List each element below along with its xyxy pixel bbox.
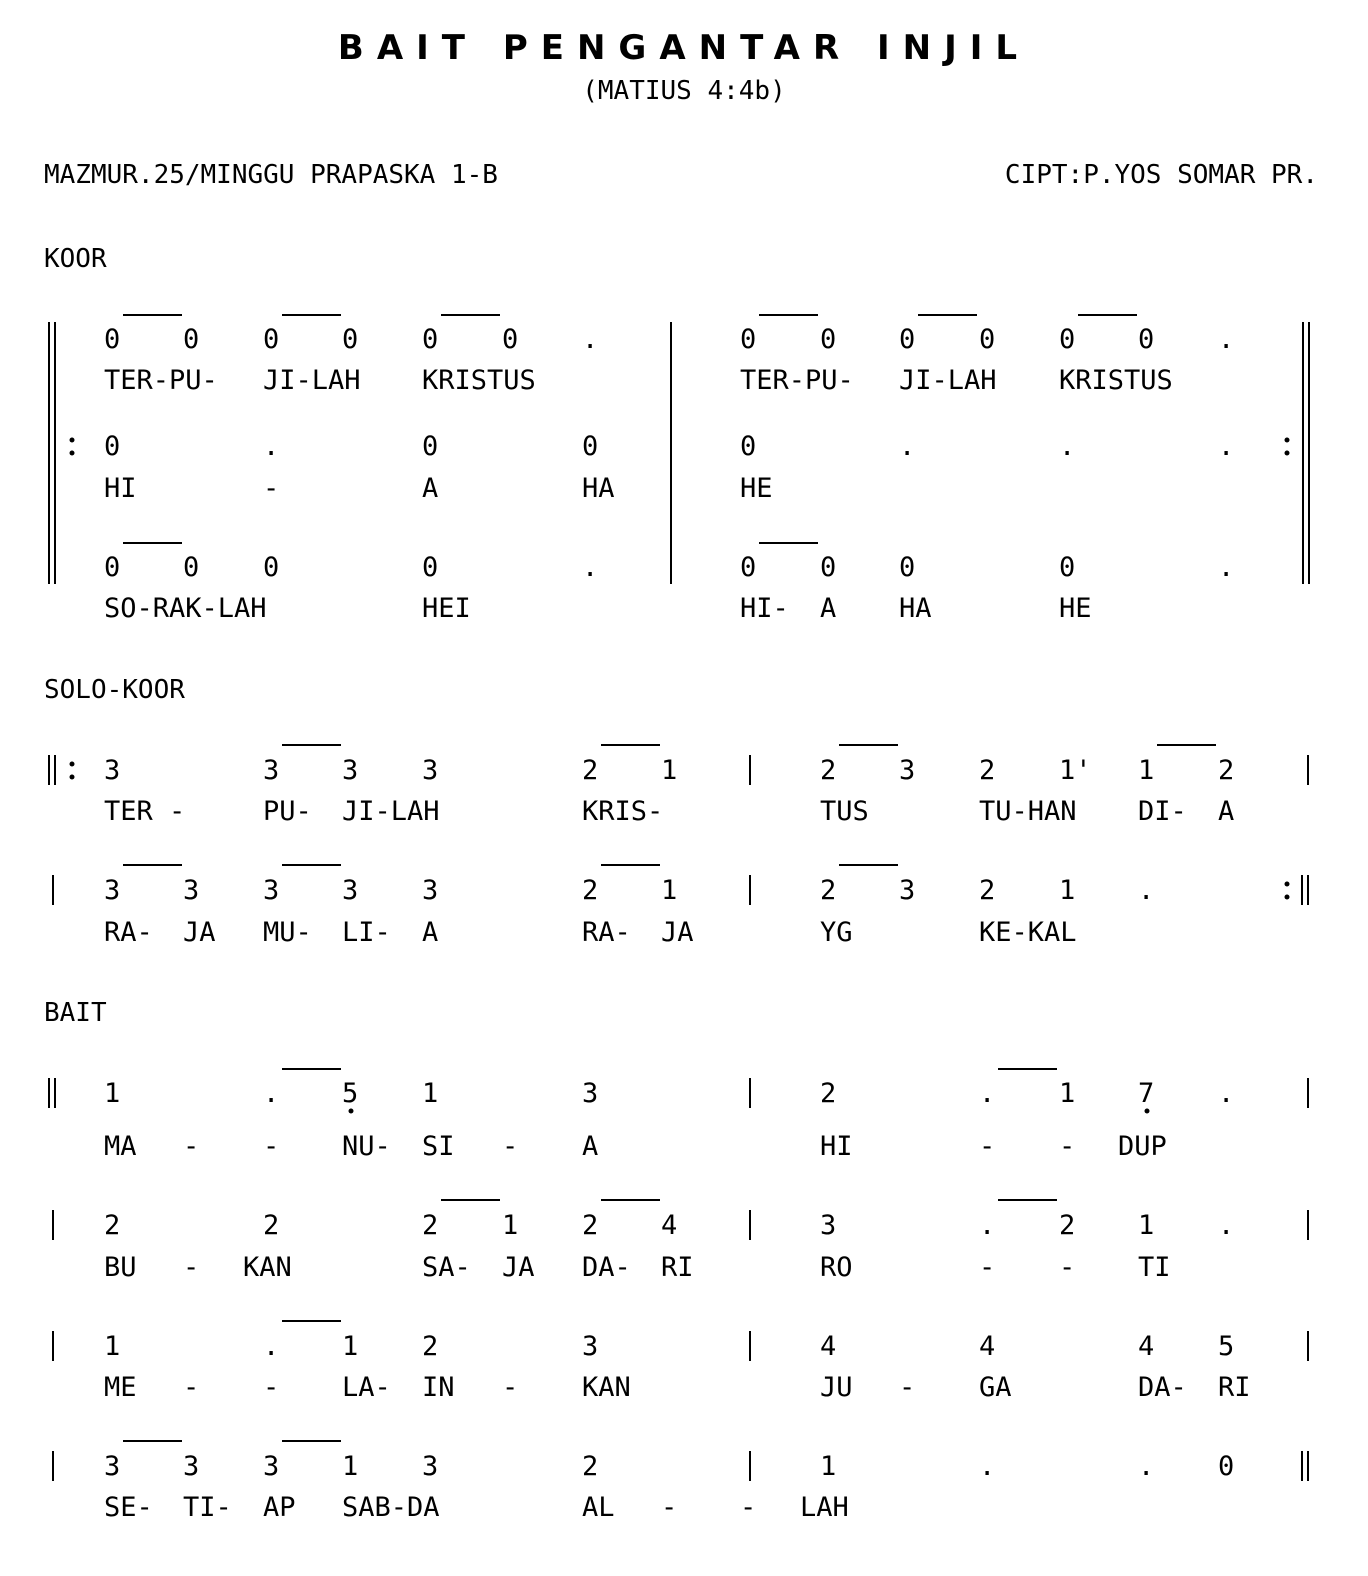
note: 1 [342, 1451, 359, 1482]
lyric: KRISTUS [1059, 365, 1173, 396]
page-title: BAIT PENGANTAR INJIL [337, 28, 1031, 68]
bait-line-1 [49, 1069, 1308, 1162]
lyric: - [661, 1492, 678, 1523]
note: 3 [422, 1451, 439, 1482]
lyric: KRISTUS [422, 365, 536, 396]
lyric: A [820, 593, 837, 624]
section-label-koor: KOOR [44, 244, 107, 274]
lyric: LAH [800, 1492, 849, 1523]
lyric: TI [1138, 1252, 1171, 1283]
repeat-end-dots [1285, 438, 1290, 443]
lyric: JA [661, 917, 694, 948]
note: 0 [1218, 1451, 1235, 1482]
note: . [1218, 552, 1235, 583]
note: 0 [1138, 324, 1155, 355]
lyric: AL [582, 1492, 615, 1523]
note: 2 [263, 1210, 280, 1241]
note: 0 [740, 324, 757, 355]
note: . [1218, 324, 1235, 355]
note: . [263, 1078, 280, 1109]
lyric: IN [422, 1372, 455, 1403]
note: 4 [1138, 1331, 1155, 1362]
lyric: - [899, 1372, 916, 1403]
lyric: TER-PU- [740, 365, 854, 396]
lyric: SA- [422, 1252, 471, 1283]
note: 0 [104, 552, 121, 583]
lyric: - [1059, 1131, 1076, 1162]
lyric: HI [104, 473, 137, 504]
note: 0 [582, 431, 599, 462]
note: 3 [263, 755, 280, 786]
psalm-info: MAZMUR.25/MINGGU PRAPASKA 1-B [44, 160, 498, 190]
lyric: - [502, 1131, 519, 1162]
lyric: - [183, 1131, 200, 1162]
lyric: KAN [243, 1252, 292, 1283]
note: 2 [979, 755, 996, 786]
note: 1 [1059, 1078, 1076, 1109]
note: 3 [183, 875, 200, 906]
lyric: LI- [342, 917, 391, 948]
note: 2 [979, 875, 996, 906]
note: 2 [820, 875, 837, 906]
note: 2 [104, 1210, 121, 1241]
lyric: RA- [582, 917, 631, 948]
lyric: A [422, 473, 439, 504]
lyric: - [183, 1252, 200, 1283]
lyric: JI-LAH [342, 796, 440, 827]
note: 0 [183, 324, 200, 355]
bait-line-4 [53, 1441, 1308, 1523]
note: 0 [342, 324, 359, 355]
lyric: RI [1218, 1372, 1251, 1403]
repeat-end-dots [1285, 882, 1290, 887]
note: 2 [1218, 755, 1235, 786]
note: 1 [661, 755, 678, 786]
note: 1 [820, 1451, 837, 1482]
lyric: SAB-DA [342, 1492, 440, 1523]
note: 0 [502, 324, 519, 355]
note: . [1138, 1451, 1155, 1482]
note: 3 [342, 875, 359, 906]
note: . [1218, 431, 1235, 462]
note: . [1218, 1078, 1235, 1109]
note: . [979, 1451, 996, 1482]
note: 0 [899, 552, 916, 583]
note: . [263, 431, 280, 462]
note: . [582, 552, 599, 583]
note: 0 [104, 324, 121, 355]
note: 0 [263, 552, 280, 583]
lyric: DA- [582, 1252, 631, 1283]
note: 1 [1059, 875, 1076, 906]
lyric: A [1218, 796, 1235, 827]
lyric: HI [820, 1131, 853, 1162]
note: 0 [820, 324, 837, 355]
lyric: KE-KAL [979, 917, 1077, 948]
lyric: BU [104, 1252, 137, 1283]
lyric: RI [661, 1252, 694, 1283]
note: 2 [422, 1331, 439, 1362]
note: 3 [104, 875, 121, 906]
note: 2 [820, 755, 837, 786]
note: 0 [899, 324, 916, 355]
note: 3 [422, 875, 439, 906]
lyric: JI-LAH [899, 365, 997, 396]
lyric: - [263, 1372, 280, 1403]
bait-section [49, 1069, 1308, 1523]
note: . [582, 324, 599, 355]
note: 1 [661, 875, 678, 906]
koor-line-3 [104, 543, 1234, 624]
note: . [1218, 1210, 1235, 1241]
lyric: - [183, 1372, 200, 1403]
repeat-start-dots [70, 438, 75, 443]
lyric: JA [502, 1252, 535, 1283]
note: 5 [1218, 1331, 1235, 1362]
note: . [1138, 875, 1155, 906]
lyric: HI- [740, 593, 789, 624]
note: 2 [1059, 1210, 1076, 1241]
note: 3 [899, 875, 916, 906]
note: . [1059, 431, 1076, 462]
lyric: TER - [104, 796, 186, 827]
composer-credit: CIPT:P.YOS SOMAR PR. [1004, 160, 1318, 190]
note: 7 [1138, 1078, 1155, 1109]
note: 2 [422, 1210, 439, 1241]
note: 0 [1059, 324, 1076, 355]
note: . [979, 1078, 996, 1109]
note: 3 [263, 875, 280, 906]
lyric: KAN [582, 1372, 631, 1403]
note: 0 [422, 431, 439, 462]
koor-line-1 [104, 315, 1234, 396]
lyric: DA- [1138, 1372, 1187, 1403]
lyric: TU-HAN [979, 796, 1077, 827]
lyric: MA [104, 1131, 137, 1162]
section-label-solo-koor: SOLO-KOOR [44, 675, 185, 705]
lyric: PU- [263, 796, 312, 827]
section-label-bait: BAIT [44, 998, 107, 1028]
note: 3 [582, 1331, 599, 1362]
note: . [899, 431, 916, 462]
note: 0 [263, 324, 280, 355]
lyric: HE [740, 473, 773, 504]
lyric: AP [263, 1492, 296, 1523]
lyric: RA- [104, 917, 153, 948]
note: 5 [342, 1078, 359, 1109]
lyric: HE [1059, 593, 1092, 624]
note: . [263, 1331, 280, 1362]
lyric: KRIS- [582, 796, 664, 827]
lyric: LA- [342, 1372, 391, 1403]
note: 0 [183, 552, 200, 583]
note: 1' [1059, 755, 1092, 786]
lyric: TUS [820, 796, 869, 827]
lyric: SI [422, 1131, 455, 1162]
lyric: - [263, 473, 280, 504]
lyric: YG [820, 917, 853, 948]
note: 3 [104, 1451, 121, 1482]
bait-line-3 [53, 1321, 1308, 1403]
note: 1 [1138, 1210, 1155, 1241]
repeat-end-dots [1285, 895, 1290, 900]
note: 1 [422, 1078, 439, 1109]
note: 3 [342, 755, 359, 786]
note: 0 [422, 552, 439, 583]
lyric: HA [582, 473, 615, 504]
koor-section [49, 315, 1309, 624]
note: 4 [661, 1210, 678, 1241]
note: 2 [582, 875, 599, 906]
solo-koor-line-2 [53, 865, 1308, 948]
lyric: JU [820, 1372, 853, 1403]
note: 0 [740, 552, 757, 583]
note: 3 [899, 755, 916, 786]
lyric: RO [820, 1252, 853, 1283]
scripture-reference: (MATIUS 4:4b) [582, 76, 786, 106]
lyric: DUP [1118, 1131, 1167, 1162]
note: 0 [104, 431, 121, 462]
note: 2 [582, 1210, 599, 1241]
lyric: SO-RAK-LAH [104, 593, 267, 624]
note: 0 [820, 552, 837, 583]
lyric: DI- [1138, 796, 1187, 827]
note: 1 [104, 1078, 121, 1109]
lyric: TER-PU- [104, 365, 218, 396]
note: 0 [422, 324, 439, 355]
lyric: - [740, 1492, 757, 1523]
note: 1 [1138, 755, 1155, 786]
koor-line-2 [70, 431, 1290, 504]
note: 1 [502, 1210, 519, 1241]
note: 3 [104, 755, 121, 786]
lyric: - [263, 1131, 280, 1162]
note: 3 [263, 1451, 280, 1482]
note: 4 [820, 1331, 837, 1362]
repeat-end-dots [1285, 451, 1290, 456]
lyric: A [422, 917, 439, 948]
note: 3 [183, 1451, 200, 1482]
note: 2 [582, 1451, 599, 1482]
repeat-start-dots [70, 775, 75, 780]
repeat-start-dots [70, 762, 75, 767]
note: 1 [342, 1331, 359, 1362]
lyric: - [1059, 1252, 1076, 1283]
note: 2 [820, 1078, 837, 1109]
note: 2 [582, 755, 599, 786]
note: 3 [422, 755, 439, 786]
note: 4 [979, 1331, 996, 1362]
koor-barlines [49, 322, 1309, 584]
note: 1 [104, 1331, 121, 1362]
lyric: MU- [263, 917, 312, 948]
note: 0 [979, 324, 996, 355]
lyric: - [502, 1372, 519, 1403]
solo-koor-section [49, 745, 1308, 948]
note: 3 [582, 1078, 599, 1109]
low-octave-dot [1145, 1109, 1150, 1114]
repeat-start-dots [70, 451, 75, 456]
lyric: - [979, 1252, 996, 1283]
lyric: - [979, 1131, 996, 1162]
lyric: HEI [422, 593, 471, 624]
lyric: HA [899, 593, 932, 624]
lyric: ME [104, 1372, 137, 1403]
lyric: GA [979, 1372, 1012, 1403]
lyric: NU- [342, 1131, 391, 1162]
lyric: JI-LAH [263, 365, 361, 396]
note: 0 [1059, 552, 1076, 583]
lyric: SE- [104, 1492, 153, 1523]
note: 0 [740, 431, 757, 462]
bait-line-2 [53, 1200, 1308, 1283]
note: . [979, 1210, 996, 1241]
lyric: JA [183, 917, 216, 948]
note: 3 [820, 1210, 837, 1241]
solo-koor-line-1 [49, 745, 1308, 827]
lyric: A [582, 1131, 599, 1162]
lyric: TI- [183, 1492, 232, 1523]
low-octave-dot [349, 1109, 354, 1114]
